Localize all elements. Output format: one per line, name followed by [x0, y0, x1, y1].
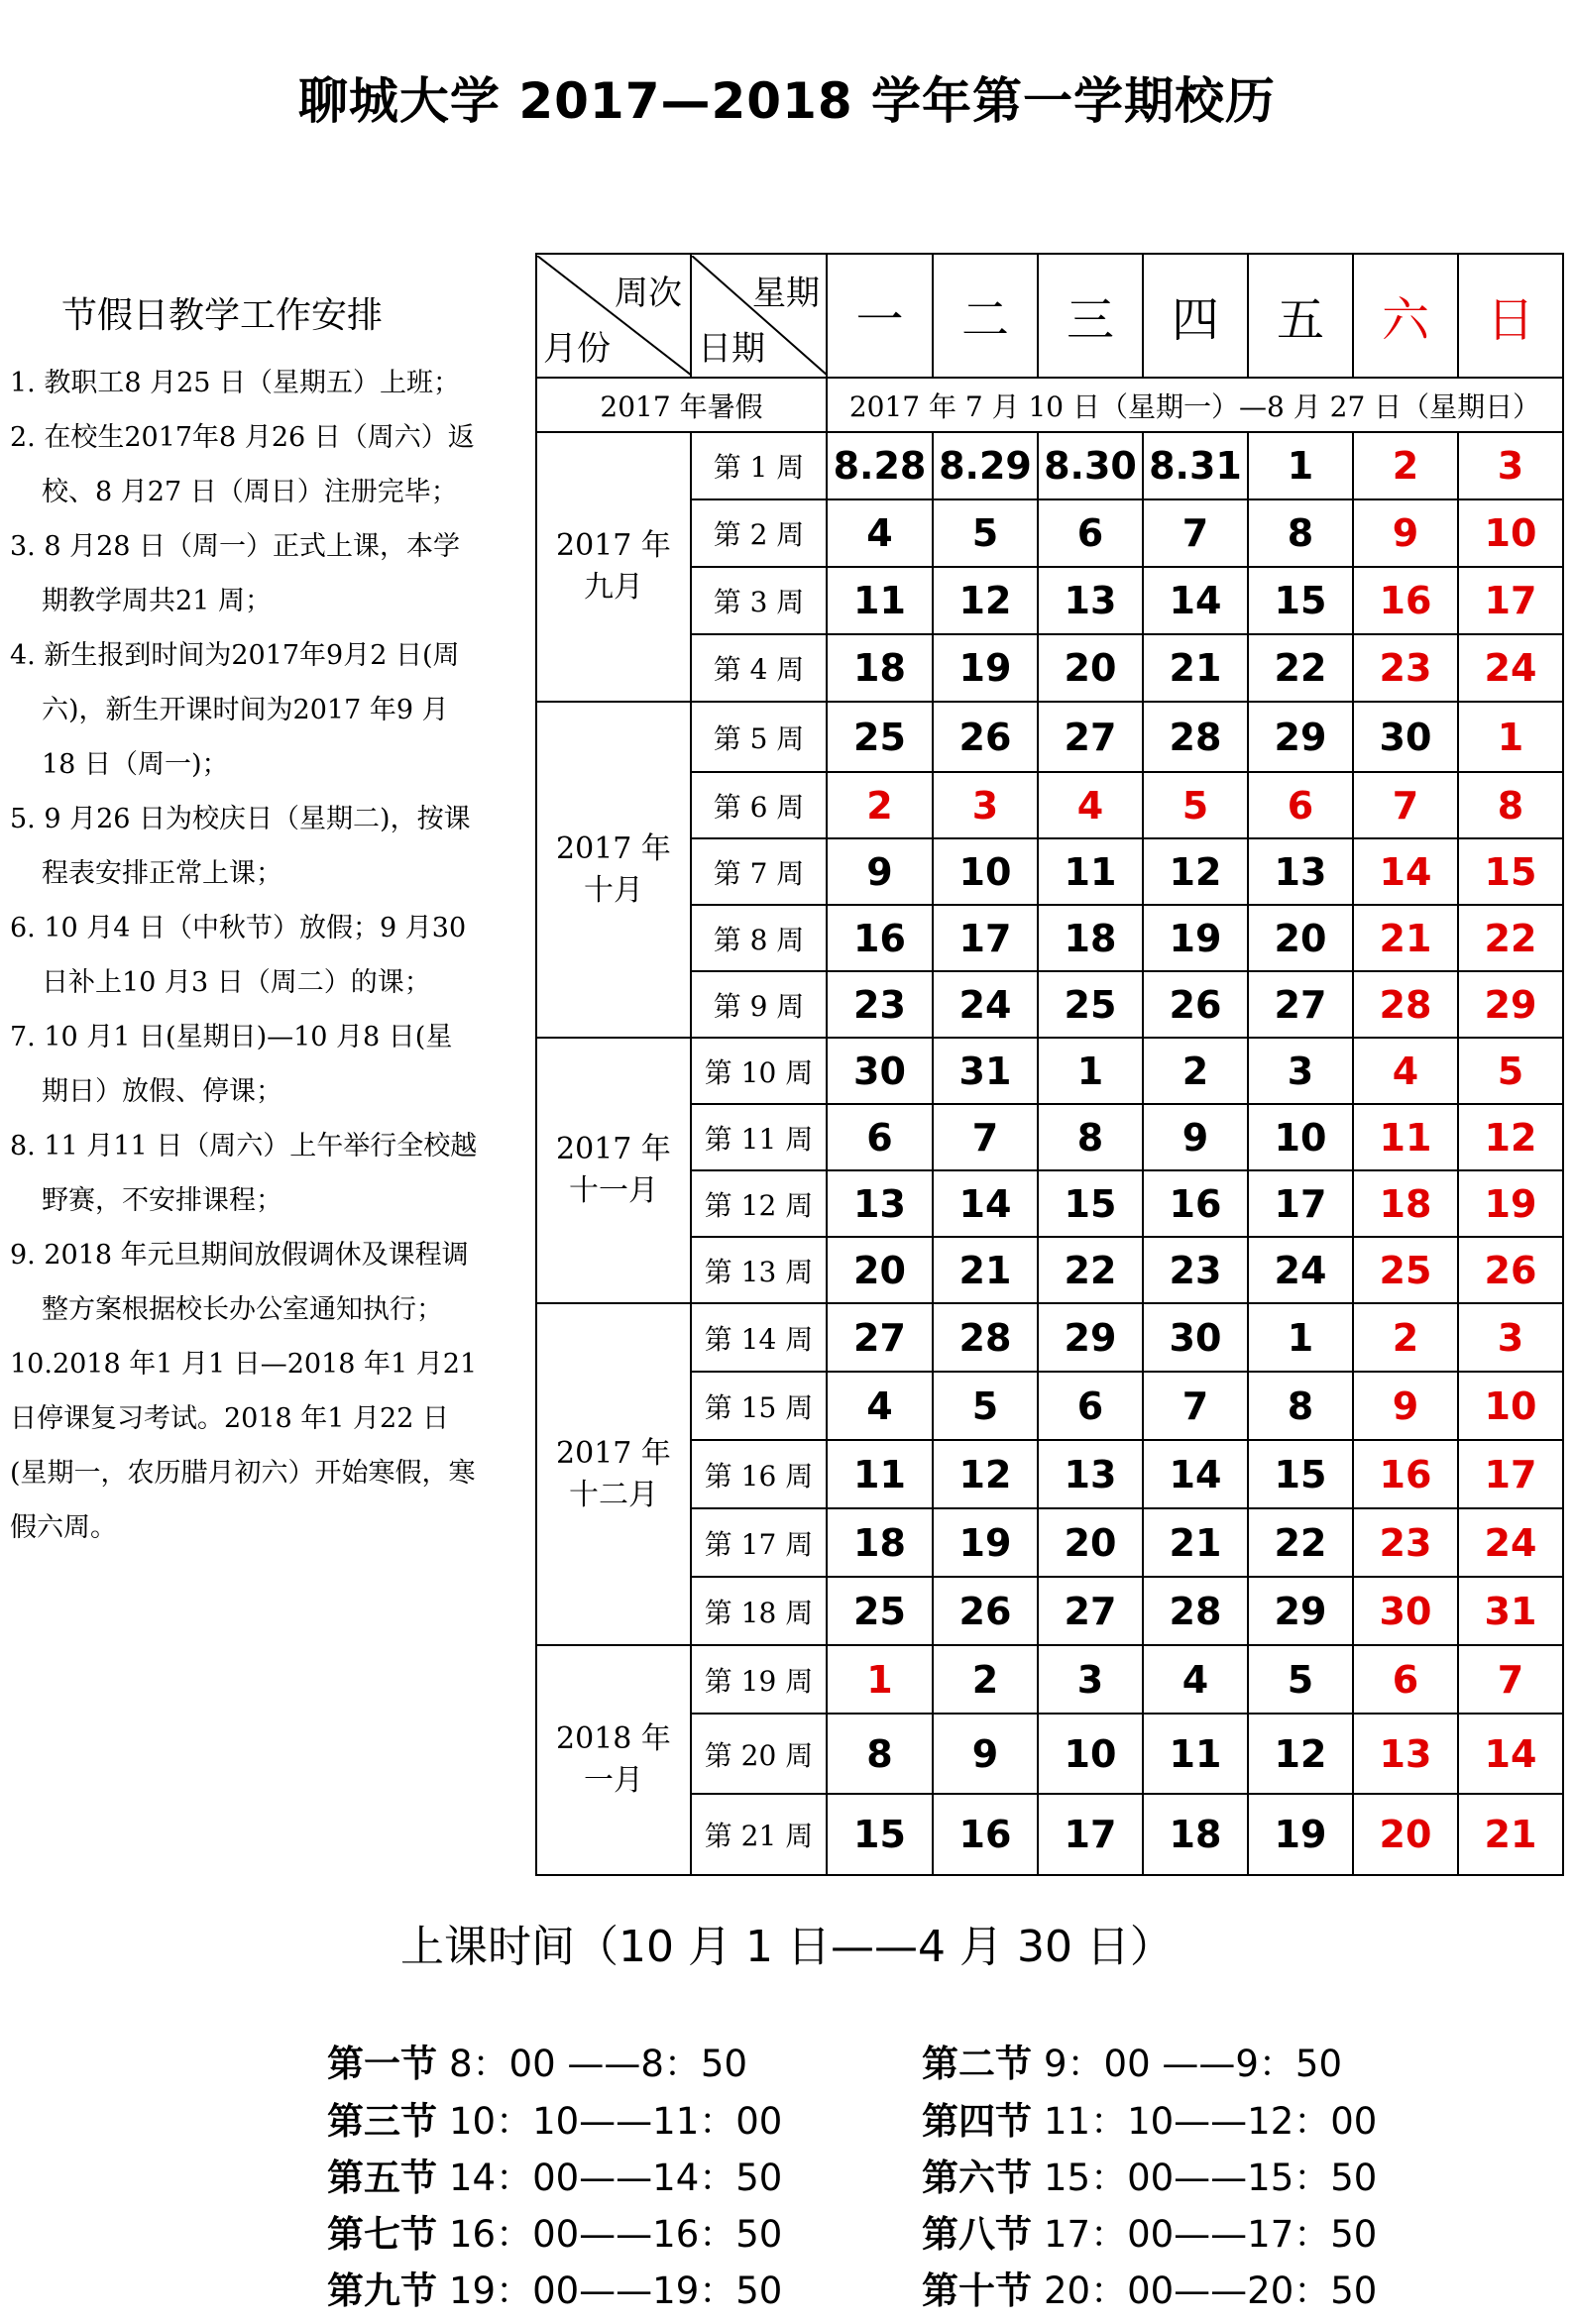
day-cell: 8 [1248, 499, 1353, 567]
weekday-header: 一 [827, 254, 933, 378]
day-cell: 15 [1458, 838, 1563, 905]
class-period [327, 2204, 782, 2258]
day-cell: 25 [827, 702, 933, 772]
day-cell: 16 [1353, 1440, 1458, 1508]
class-period [922, 2204, 1377, 2258]
day-cell: 15 [1038, 1170, 1143, 1237]
day-cell: 2 [1353, 1303, 1458, 1372]
week-row [536, 1104, 1563, 1170]
day-cell: 20 [1248, 905, 1353, 971]
day-cell: 13 [1038, 1440, 1143, 1508]
day-cell: 22 [1248, 1508, 1353, 1577]
month-label [536, 1303, 691, 1645]
day-cell: 19 [1143, 905, 1248, 971]
period-name: 第二节 [922, 2043, 1032, 2085]
class-period [922, 2148, 1377, 2201]
day-cell: 4 [1038, 772, 1143, 838]
day-cell: 1 [1248, 432, 1353, 499]
week-label: 第 9 周 [691, 971, 827, 1038]
day-cell: 2 [1353, 432, 1458, 499]
month-year: 2017 年 [556, 830, 671, 866]
weekday-header: 日 [1458, 254, 1563, 378]
week-label: 第 5 周 [691, 702, 827, 772]
day-cell: 12 [1143, 838, 1248, 905]
day-cell: 21 [1458, 1794, 1563, 1875]
week-row [536, 1303, 1563, 1372]
day-cell: 8.29 [933, 432, 1038, 499]
day-cell: 27 [827, 1303, 933, 1372]
period-time: 8：00 ——8：50 [449, 2043, 748, 2085]
day-cell: 20 [1038, 1508, 1143, 1577]
note-item: 5. 9 月26 日为校庆日（星期二)，按课程表安排正常上课； [10, 804, 471, 889]
period-name: 第七节 [327, 2213, 437, 2256]
day-cell: 30 [827, 1038, 933, 1104]
vacation-text: 2017 年 7 月 10 日（星期一）—8 月 27 日（星期日） [827, 378, 1563, 432]
day-cell: 3 [1248, 1038, 1353, 1104]
vacation-label: 2017 年暑假 [536, 378, 827, 432]
day-cell: 16 [933, 1794, 1038, 1875]
week-row [536, 1508, 1563, 1577]
note-item: 1. 教职工8 月25 日（星期五）上班； [10, 368, 461, 398]
day-cell: 9 [1143, 1104, 1248, 1170]
day-cell: 24 [1458, 634, 1563, 702]
day-cell: 13 [1248, 838, 1353, 905]
day-cell: 19 [933, 1508, 1038, 1577]
period-time: 17：00——17：50 [1044, 2213, 1378, 2256]
day-cell: 26 [933, 1577, 1038, 1645]
week-label: 第 16 周 [691, 1440, 827, 1508]
period-name: 第六节 [922, 2157, 1032, 2199]
day-cell: 15 [1248, 567, 1353, 634]
period-time: 9：00 ——9：50 [1044, 2043, 1343, 2085]
month-label [536, 1038, 691, 1303]
week-label: 第 3 周 [691, 567, 827, 634]
day-cell: 8.31 [1143, 432, 1248, 499]
day-cell: 29 [1248, 1577, 1353, 1645]
period-name: 第九节 [327, 2269, 437, 2312]
day-cell: 13 [1038, 567, 1143, 634]
day-cell: 19 [1458, 1170, 1563, 1237]
day-cell: 15 [827, 1794, 933, 1875]
note-item: 9. 2018 年元旦期间放假调休及课程调整方案根据校长办公室通知执行； [10, 1240, 469, 1325]
class-period [327, 2091, 782, 2145]
day-cell: 14 [1458, 1714, 1563, 1794]
week-row [536, 1577, 1563, 1645]
day-cell: 30 [1353, 1577, 1458, 1645]
corner-date-label: 日期 [698, 329, 765, 369]
week-label: 第 1 周 [691, 432, 827, 499]
period-name: 第十节 [922, 2269, 1032, 2312]
day-cell: 6 [1248, 772, 1353, 838]
week-row [536, 1645, 1563, 1714]
day-cell: 21 [933, 1237, 1038, 1303]
class-period [327, 2034, 747, 2087]
day-cell: 20 [827, 1237, 933, 1303]
period-name: 第四节 [922, 2100, 1032, 2143]
corner-month-label: 月份 [543, 329, 611, 369]
class-time-title: 上课时间（10 月 1 日——4 月 30 日） [400, 1922, 1174, 1972]
day-cell: 4 [1143, 1645, 1248, 1714]
day-cell: 30 [1143, 1303, 1248, 1372]
day-cell: 5 [1248, 1645, 1353, 1714]
day-cell: 17 [933, 905, 1038, 971]
note-item: 7. 10 月1 日(星期日)—10 月8 日(星期日）放假、停课； [10, 1022, 453, 1107]
note-item: 2. 在校生2017年8 月26 日（周六）返校、8 月27 日（周日）注册完毕； [10, 422, 475, 507]
day-cell: 17 [1458, 567, 1563, 634]
day-cell: 6 [827, 1104, 933, 1170]
day-cell: 23 [827, 971, 933, 1038]
day-cell: 14 [933, 1170, 1038, 1237]
week-row [536, 1440, 1563, 1508]
day-cell: 31 [1458, 1577, 1563, 1645]
month-year: 2017 年 [556, 1435, 671, 1471]
day-cell: 26 [1458, 1237, 1563, 1303]
day-cell: 13 [1353, 1714, 1458, 1794]
day-cell: 3 [933, 772, 1038, 838]
day-cell: 17 [1038, 1794, 1143, 1875]
day-cell: 25 [1038, 971, 1143, 1038]
day-cell: 3 [1458, 432, 1563, 499]
week-label: 第 15 周 [691, 1372, 827, 1440]
day-cell: 18 [1143, 1794, 1248, 1875]
day-cell: 2 [827, 772, 933, 838]
month-name: 十二月 [569, 1477, 658, 1512]
day-cell: 27 [1248, 971, 1353, 1038]
week-row [536, 702, 1563, 772]
day-cell: 30 [1353, 702, 1458, 772]
day-cell: 1 [1038, 1038, 1143, 1104]
calendar-body [536, 254, 1563, 1875]
day-cell: 14 [1353, 838, 1458, 905]
day-cell: 17 [1248, 1170, 1353, 1237]
day-cell: 26 [1143, 971, 1248, 1038]
corner-cell-month-week [536, 254, 691, 378]
day-cell: 10 [1458, 499, 1563, 567]
day-cell: 18 [827, 634, 933, 702]
day-cell: 8 [1038, 1104, 1143, 1170]
day-cell: 7 [1458, 1645, 1563, 1714]
day-cell: 12 [1458, 1104, 1563, 1170]
day-cell: 11 [1038, 838, 1143, 905]
day-cell: 27 [1038, 702, 1143, 772]
month-label [536, 432, 691, 702]
day-cell: 20 [1038, 634, 1143, 702]
day-cell: 7 [1353, 772, 1458, 838]
day-cell: 28 [1143, 1577, 1248, 1645]
period-time: 19：00——19：50 [449, 2269, 783, 2312]
month-year: 2018 年 [556, 1721, 671, 1756]
day-cell: 21 [1143, 634, 1248, 702]
weekday-header: 五 [1248, 254, 1353, 378]
day-cell: 23 [1353, 1508, 1458, 1577]
week-row [536, 772, 1563, 838]
note-item: 10.2018 年1 月1 日—2018 年1 月21 日停课复习考试。2018 年1 月22 日(星期一，农历腊月初六）开始寒假，寒假六周。 [10, 1349, 478, 1543]
day-cell: 28 [1353, 971, 1458, 1038]
period-name: 第三节 [327, 2100, 437, 2143]
period-time: 15：00——15：50 [1044, 2157, 1378, 2199]
day-cell: 16 [1353, 567, 1458, 634]
day-cell: 21 [1143, 1508, 1248, 1577]
day-cell: 8 [1458, 772, 1563, 838]
week-label: 第 12 周 [691, 1170, 827, 1237]
week-label: 第 18 周 [691, 1577, 827, 1645]
day-cell: 2 [1143, 1038, 1248, 1104]
class-period [922, 2091, 1377, 2145]
day-cell: 11 [827, 567, 933, 634]
day-cell: 7 [1143, 499, 1248, 567]
week-label: 第 6 周 [691, 772, 827, 838]
day-cell: 26 [933, 702, 1038, 772]
note-item: 3. 8 月28 日（周一）正式上课，本学期教学周共21 周； [10, 531, 461, 616]
day-cell: 31 [933, 1038, 1038, 1104]
day-cell: 14 [1143, 567, 1248, 634]
day-cell: 10 [933, 838, 1038, 905]
day-cell: 10 [1458, 1372, 1563, 1440]
day-cell: 18 [827, 1508, 933, 1577]
day-cell: 13 [827, 1170, 933, 1237]
class-period [922, 2034, 1342, 2087]
day-cell: 16 [1143, 1170, 1248, 1237]
day-cell: 12 [933, 1440, 1038, 1508]
note-item: 4. 新生报到时间为2017年9月2 日(周六)，新生开课时间为2017 年9 月18 日（周一)； [10, 640, 460, 780]
period-name: 第五节 [327, 2157, 437, 2199]
month-label [536, 702, 691, 1038]
month-name: 一月 [584, 1763, 643, 1798]
week-label: 第 20 周 [691, 1714, 827, 1794]
week-row [536, 1372, 1563, 1440]
weekday-header: 二 [933, 254, 1038, 378]
corner-weekday-label: 星期 [752, 274, 820, 313]
day-cell: 19 [933, 634, 1038, 702]
day-cell: 12 [1248, 1714, 1353, 1794]
weekday-header: 四 [1143, 254, 1248, 378]
month-name: 十一月 [569, 1173, 658, 1208]
calendar-table [535, 253, 1564, 1876]
day-cell: 12 [933, 567, 1038, 634]
calendar-header-row [536, 254, 1563, 378]
week-row [536, 432, 1563, 499]
day-cell: 22 [1038, 1237, 1143, 1303]
day-cell: 8 [1248, 1372, 1353, 1440]
day-cell: 18 [1038, 905, 1143, 971]
day-cell: 5 [933, 1372, 1038, 1440]
day-cell: 24 [1248, 1237, 1353, 1303]
day-cell: 29 [1038, 1303, 1143, 1372]
day-cell: 22 [1248, 634, 1353, 702]
day-cell: 6 [1038, 499, 1143, 567]
month-year: 2017 年 [556, 528, 671, 563]
period-name: 第八节 [922, 2213, 1032, 2256]
month-year: 2017 年 [556, 1132, 671, 1166]
class-period [922, 2261, 1377, 2314]
day-cell: 23 [1143, 1237, 1248, 1303]
week-label: 第 11 周 [691, 1104, 827, 1170]
week-row [536, 905, 1563, 971]
day-cell: 5 [1458, 1038, 1563, 1104]
day-cell: 3 [1458, 1303, 1563, 1372]
vacation-row [536, 378, 1563, 432]
day-cell: 3 [1038, 1645, 1143, 1714]
month-name: 九月 [584, 570, 643, 605]
day-cell: 20 [1353, 1794, 1458, 1875]
day-cell: 10 [1038, 1714, 1143, 1794]
week-row [536, 1714, 1563, 1794]
weekday-header: 六 [1353, 254, 1458, 378]
day-cell: 23 [1353, 634, 1458, 702]
day-cell: 6 [1038, 1372, 1143, 1440]
day-cell: 7 [1143, 1372, 1248, 1440]
day-cell: 2 [933, 1645, 1038, 1714]
page-title: 聊城大学 2017—2018 学年第一学期校历 [297, 72, 1277, 130]
day-cell: 10 [1248, 1104, 1353, 1170]
day-cell: 19 [1248, 1794, 1353, 1875]
week-row [536, 567, 1563, 634]
day-cell: 8.28 [827, 432, 933, 499]
note-item: 6. 10 月4 日（中秋节）放假；9 月30 日补上10 月3 日（周二）的课； [10, 913, 467, 998]
day-cell: 1 [1458, 702, 1563, 772]
class-period [327, 2148, 782, 2201]
week-label: 第 13 周 [691, 1237, 827, 1303]
week-label: 第 2 周 [691, 499, 827, 567]
day-cell: 28 [1143, 702, 1248, 772]
day-cell: 18 [1353, 1170, 1458, 1237]
week-label: 第 21 周 [691, 1794, 827, 1875]
day-cell: 1 [1248, 1303, 1353, 1372]
day-cell: 25 [1353, 1237, 1458, 1303]
day-cell: 5 [1143, 772, 1248, 838]
day-cell: 9 [933, 1714, 1038, 1794]
day-cell: 25 [827, 1577, 933, 1645]
corner-week-label: 周次 [615, 274, 682, 313]
day-cell: 7 [933, 1104, 1038, 1170]
period-time: 16：00——16：50 [449, 2213, 783, 2256]
day-cell: 24 [1458, 1508, 1563, 1577]
day-cell: 24 [933, 971, 1038, 1038]
day-cell: 17 [1458, 1440, 1563, 1508]
day-cell: 8.30 [1038, 432, 1143, 499]
day-cell: 9 [1353, 1372, 1458, 1440]
weekday-header: 三 [1038, 254, 1143, 378]
period-time: 10：10——11：00 [449, 2100, 783, 2143]
day-cell: 27 [1038, 1577, 1143, 1645]
week-row [536, 1038, 1563, 1104]
week-row [536, 499, 1563, 567]
period-time: 20：00——20：50 [1044, 2269, 1378, 2312]
day-cell: 4 [1353, 1038, 1458, 1104]
day-cell: 11 [827, 1440, 933, 1508]
holiday-notes [10, 287, 478, 1555]
month-label [536, 1645, 691, 1875]
day-cell: 14 [1143, 1440, 1248, 1508]
period-time: 11：10——12：00 [1044, 2100, 1378, 2143]
week-row [536, 1237, 1563, 1303]
week-label: 第 8 周 [691, 905, 827, 971]
day-cell: 4 [827, 1372, 933, 1440]
week-label: 第 10 周 [691, 1038, 827, 1104]
class-period [327, 2261, 782, 2314]
day-cell: 11 [1143, 1714, 1248, 1794]
week-row [536, 1794, 1563, 1875]
day-cell: 22 [1458, 905, 1563, 971]
day-cell: 1 [827, 1645, 933, 1714]
day-cell: 4 [827, 499, 933, 567]
period-time: 14：00——14：50 [449, 2157, 783, 2199]
day-cell: 21 [1353, 905, 1458, 971]
week-label: 第 4 周 [691, 634, 827, 702]
month-name: 十月 [584, 872, 643, 908]
period-name: 第一节 [327, 2043, 437, 2085]
week-row [536, 634, 1563, 702]
day-cell: 16 [827, 905, 933, 971]
day-cell: 28 [933, 1303, 1038, 1372]
day-cell: 8 [827, 1714, 933, 1794]
day-cell: 15 [1248, 1440, 1353, 1508]
week-label: 第 17 周 [691, 1508, 827, 1577]
day-cell: 6 [1353, 1645, 1458, 1714]
day-cell: 29 [1458, 971, 1563, 1038]
week-row [536, 838, 1563, 905]
corner-cell-weekday-date [691, 254, 827, 378]
week-row [536, 971, 1563, 1038]
day-cell: 29 [1248, 702, 1353, 772]
day-cell: 11 [1353, 1104, 1458, 1170]
day-cell: 5 [933, 499, 1038, 567]
note-item: 8. 11 月11 日（周六）上午举行全校越野赛，不安排课程； [10, 1131, 478, 1216]
week-label: 第 19 周 [691, 1645, 827, 1714]
week-label: 第 14 周 [691, 1303, 827, 1372]
day-cell: 9 [827, 838, 933, 905]
notes-title: 节假日教学工作安排 [61, 295, 384, 336]
week-row [536, 1170, 1563, 1237]
notes-list [10, 356, 478, 1555]
week-label: 第 7 周 [691, 838, 827, 905]
day-cell: 9 [1353, 499, 1458, 567]
